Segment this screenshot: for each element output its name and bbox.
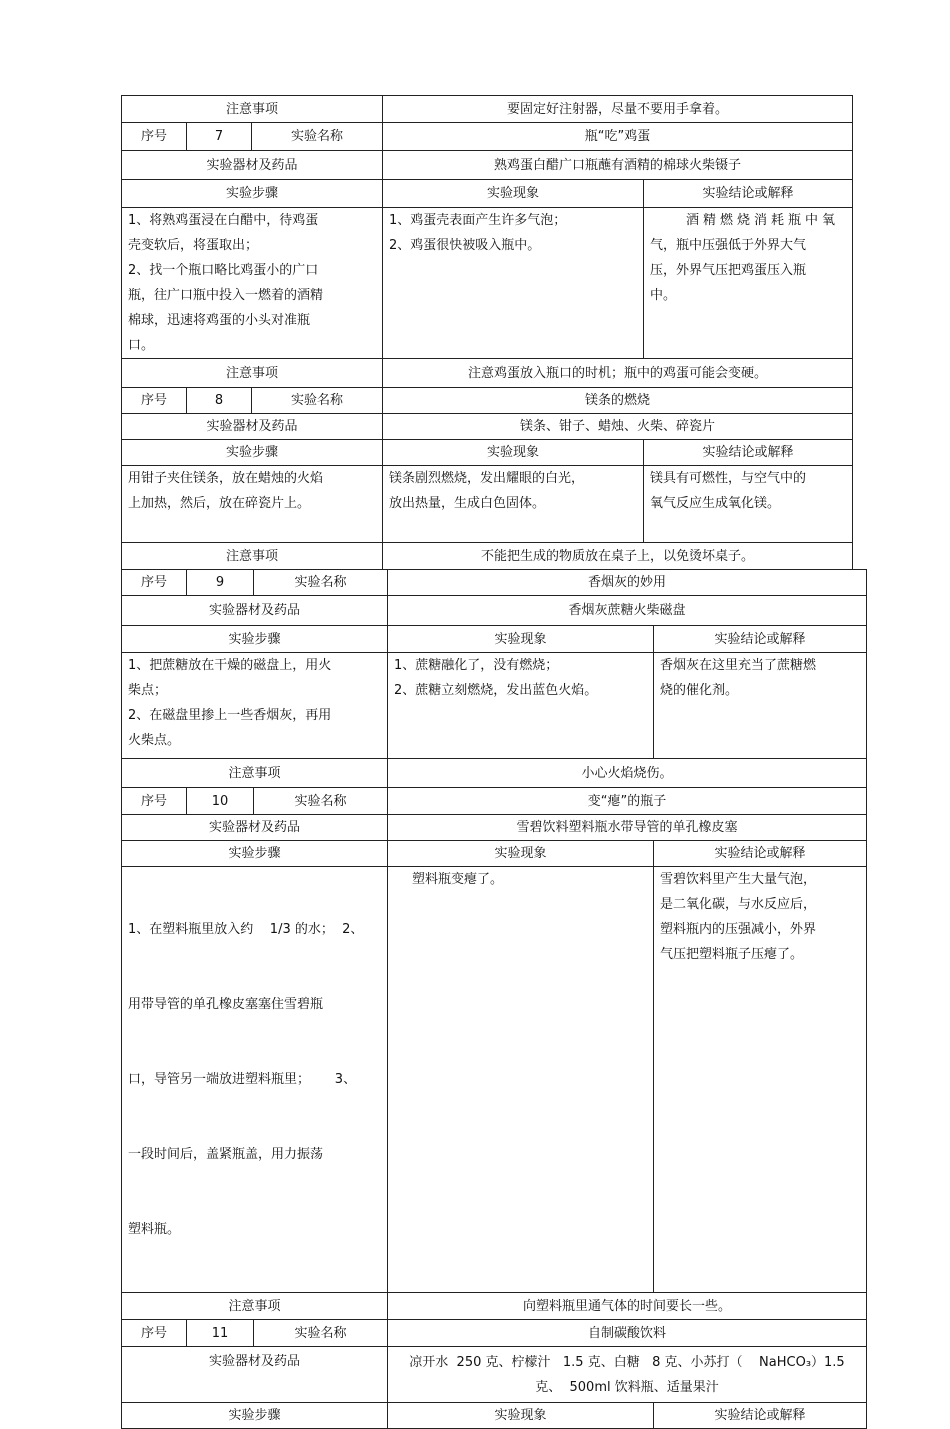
phenomenon-line: 2、蔗糖立刻燃烧，发出蓝色火焰。	[394, 683, 598, 698]
steps-label: 实验步骤	[122, 180, 383, 208]
materials-line: 克、 500ml 饮料瓶、适量果汁	[535, 1379, 719, 1395]
conclusion-line: 中。	[650, 288, 677, 303]
conclusion-line: 酒精燃烧消耗瓶中氧	[686, 213, 840, 228]
exp7-content-row	[122, 208, 853, 359]
conclusion-line: 氧气反应生成氧化镁。	[650, 496, 781, 511]
step-line: 2、在磁盘里掺上一些香烟灰，再用	[128, 708, 332, 723]
phenomenon-line: 2、鸡蛋很快被吸入瓶中。	[389, 238, 541, 253]
exp8-materials-row	[122, 414, 853, 440]
exp-materials	[388, 1347, 867, 1403]
exp8-columns-row	[122, 440, 853, 466]
name-label: 实验名称	[254, 788, 388, 815]
exp-notes: 注意鸡蛋放入瓶口的时机；瓶中的鸡蛋可能会变硬。	[383, 359, 853, 388]
step-line: 1、在塑料瓶里放入约 1/3 的水； 2、	[128, 922, 364, 937]
step-line: 柴点；	[128, 683, 168, 698]
exp-conclusion	[644, 466, 853, 543]
exp-name: 瓶“吃”鸡蛋	[383, 123, 853, 151]
notes-label: 注意事项	[122, 759, 388, 788]
exp-steps	[122, 867, 388, 1293]
step-line: 用钳子夹住镁条，放在蜡烛的火焰	[128, 471, 324, 486]
exp-notes: 小心火焰烧伤。	[388, 759, 867, 788]
exp-conclusion	[654, 653, 867, 759]
conclusion-label: 实验结论或解释	[654, 841, 867, 867]
exp10-header-row	[122, 788, 867, 815]
seq-label: 序号	[122, 388, 187, 414]
exp-number: 10	[187, 788, 254, 815]
exp9-materials-row	[122, 596, 867, 626]
exp-steps	[122, 653, 388, 759]
exp-steps	[122, 208, 383, 359]
exp8-content-row	[122, 466, 853, 543]
step-line: 瓶，往广口瓶中投入一燃着的酒精	[128, 288, 324, 303]
exp-notes: 向塑料瓶里通气体的时间要长一些。	[388, 1293, 867, 1320]
phenomenon-line: 放出热量，生成白色固体。	[389, 496, 546, 511]
steps-label: 实验步骤	[122, 440, 383, 466]
exp-materials: 熟鸡蛋白醋广口瓶蘸有酒精的棉球火柴镊子	[383, 151, 853, 180]
notes-label: 注意事项	[122, 96, 383, 123]
step-line: 上加热，然后，放在碎瓷片上。	[128, 496, 311, 511]
conclusion-line: 镁具有可燃性，与空气中的	[650, 471, 807, 486]
step-line: 1、将熟鸡蛋浸在白醋中，待鸡蛋	[128, 213, 319, 228]
phenomenon-line: 1、蔗糖融化了，没有燃烧；	[394, 658, 559, 673]
materials-label: 实验器材及药品	[122, 596, 388, 626]
conclusion-line: 气，瓶中压强低于外界大气	[650, 238, 807, 253]
exp9-content-row	[122, 653, 867, 759]
exp-conclusion	[654, 867, 867, 1293]
experiment-table-a	[121, 95, 853, 570]
materials-label: 实验器材及药品	[122, 815, 388, 841]
exp-materials: 镁条、钳子、蜡烛、火柴、碎瓷片	[383, 414, 853, 440]
exp-name: 镁条的燃烧	[383, 388, 853, 414]
seq-label: 序号	[122, 570, 187, 596]
exp-conclusion	[644, 208, 853, 359]
step-line: 一段时间后，盖紧瓶盖，用力振荡	[128, 1147, 324, 1162]
materials-line: 凉开水 250 克、柠檬汁 1.5 克、白糖 8 克、小苏打（ NaHCO₃）1.5	[409, 1354, 845, 1370]
exp-number: 8	[187, 388, 252, 414]
conclusion-label: 实验结论或解释	[644, 180, 853, 208]
notes-label: 注意事项	[122, 543, 383, 570]
exp9-columns-row	[122, 626, 867, 653]
exp-phenomena	[388, 653, 654, 759]
conclusion-line: 气压把塑料瓶子压瘪了。	[660, 947, 804, 962]
exp-steps	[122, 466, 383, 543]
phenomenon-line: 1、鸡蛋壳表面产生许多气泡；	[389, 213, 567, 228]
step-line: 火柴点。	[128, 733, 181, 748]
conclusion-line: 是二氧化碳，与水反应后，	[660, 897, 817, 912]
exp7-materials-row	[122, 151, 853, 180]
conclusion-label: 实验结论或解释	[644, 440, 853, 466]
step-line: 口，导管另一端放进塑料瓶里； 3、	[128, 1072, 357, 1087]
top-notes-row	[122, 96, 853, 123]
exp-notes: 不能把生成的物质放在桌子上，以免烫坏桌子。	[383, 543, 853, 570]
exp7-notes-row	[122, 359, 853, 388]
notes-label: 注意事项	[122, 359, 383, 388]
name-label: 实验名称	[254, 1320, 388, 1347]
phenomena-label: 实验现象	[383, 180, 644, 208]
exp-phenomena	[383, 208, 644, 359]
conclusion-label: 实验结论或解释	[654, 626, 867, 653]
exp9-notes-row	[122, 759, 867, 788]
exp11-columns-row	[122, 1403, 867, 1429]
conclusion-line: 雪碧饮料里产生大量气泡，	[660, 872, 817, 887]
exp-number: 7	[187, 123, 252, 151]
exp10-materials-row	[122, 815, 867, 841]
seq-label: 序号	[122, 123, 187, 151]
exp-name: 香烟灰的妙用	[388, 570, 867, 596]
exp-number: 11	[187, 1320, 254, 1347]
exp-number: 9	[187, 570, 254, 596]
conclusion-line: 塑料瓶内的压强减小，外界	[660, 922, 817, 937]
exp11-header-row	[122, 1320, 867, 1347]
exp7-header-row	[122, 123, 853, 151]
name-label: 实验名称	[254, 570, 388, 596]
steps-label: 实验步骤	[122, 626, 388, 653]
phenomena-label: 实验现象	[388, 841, 654, 867]
conclusion-line: 烧的催化剂。	[660, 683, 739, 698]
exp-materials: 雪碧饮料塑料瓶水带导管的单孔橡皮塞	[388, 815, 867, 841]
step-line: 2、找一个瓶口略比鸡蛋小的广口	[128, 263, 319, 278]
phenomena-label: 实验现象	[388, 1403, 654, 1429]
phenomena-label: 实验现象	[388, 626, 654, 653]
phenomenon-line: 塑料瓶变瘪了。	[412, 872, 504, 887]
phenomenon-line: 镁条剧烈燃烧，发出耀眼的白光，	[389, 471, 585, 486]
experiment-table-b	[121, 569, 867, 1429]
exp-materials: 香烟灰蔗糖火柴磁盘	[388, 596, 867, 626]
exp-name: 变“瘪”的瓶子	[388, 788, 867, 815]
step-line: 用带导管的单孔橡皮塞塞住雪碧瓶	[128, 997, 324, 1012]
exp-phenomena	[383, 466, 644, 543]
conclusion-line: 香烟灰在这里充当了蔗糖燃	[660, 658, 817, 673]
materials-label: 实验器材及药品	[122, 151, 383, 180]
conclusion-label: 实验结论或解释	[654, 1403, 867, 1429]
exp-phenomena	[388, 867, 654, 1293]
exp7-columns-row	[122, 180, 853, 208]
exp8-notes-row	[122, 543, 853, 570]
exp10-content-row	[122, 867, 867, 1293]
step-line: 1、把蔗糖放在干燥的磁盘上，用火	[128, 658, 332, 673]
materials-label: 实验器材及药品	[122, 1347, 388, 1403]
conclusion-line: 压，外界气压把鸡蛋压入瓶	[650, 263, 807, 278]
step-line: 壳变软后，将蛋取出；	[128, 238, 259, 253]
steps-label: 实验步骤	[122, 841, 388, 867]
name-label: 实验名称	[252, 388, 383, 414]
step-line: 棉球，迅速将鸡蛋的小头对准瓶	[128, 313, 311, 328]
exp-name: 自制碳酸饮料	[388, 1320, 867, 1347]
steps-label: 实验步骤	[122, 1403, 388, 1429]
step-line: 塑料瓶。	[128, 1222, 181, 1237]
step-line: 口。	[128, 338, 155, 353]
seq-label: 序号	[122, 1320, 187, 1347]
notes-value: 要固定好注射器，尽量不要用手拿着。	[383, 96, 853, 123]
name-label: 实验名称	[252, 123, 383, 151]
phenomena-label: 实验现象	[383, 440, 644, 466]
exp10-notes-row	[122, 1293, 867, 1320]
exp9-header-row	[122, 570, 867, 596]
materials-label: 实验器材及药品	[122, 414, 383, 440]
exp8-header-row	[122, 388, 853, 414]
exp11-materials-row	[122, 1347, 867, 1403]
seq-label: 序号	[122, 788, 187, 815]
notes-label: 注意事项	[122, 1293, 388, 1320]
exp10-columns-row	[122, 841, 867, 867]
